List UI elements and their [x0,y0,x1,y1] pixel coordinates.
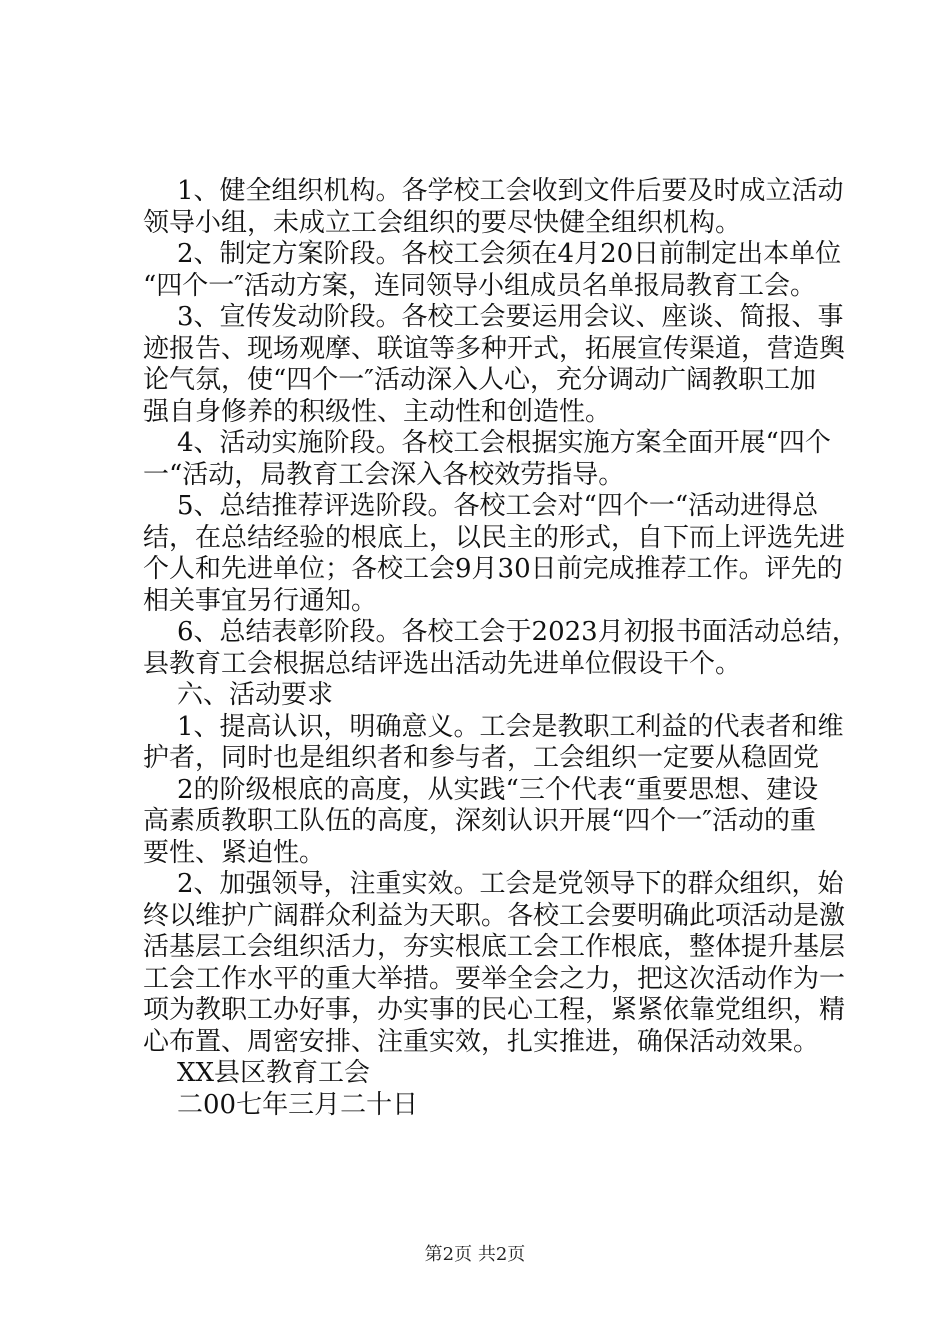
text-line: 1、健全组织机构。各学校工会收到文件后要及时成立活动 [177,176,844,206]
text-line: 2、加强领导，注重实效。工会是党领导下的群众组织，始 [177,869,844,899]
text-line: 项为教职工办好事，办实事的民心工程，紧紧依靠党组织，精 [143,995,846,1025]
text-line: 领导小组，未成立工会组织的要尽快健全组织机构。 [143,207,742,238]
text-line: 相关事宜另行通知。 [143,585,378,616]
text-line: 结，在总结经验的根底上，以民主的形式，自下而上评选先进 [143,522,846,553]
text-line: 心布置、周密安排、注重实效，扎实推进，确保活动效果。 [143,1026,820,1057]
page-number-footer: 第2页 共2页 [424,1244,526,1265]
text-line: 个人和先进单位；各校工会9月30日前完成推荐工作。评先的 [143,554,843,584]
text-line: 2的阶级根底的高度，从实践“三个代表“重要思想、建设 [177,774,819,805]
text-line: 六、活动要求 [177,680,334,710]
text-line: 要性、紧迫性。 [143,837,326,868]
text-line: 6、总结表彰阶段。各校工会于2023月初报书面活动总结， [177,617,858,647]
text-line: XX县区教育工会 [177,1058,371,1088]
text-line: 二00七年三月二十日 [177,1089,419,1120]
text-line: 5、总结推荐评选阶段。各校工会对“四个一“活动进得总 [177,491,819,521]
text-line: 2、制定方案阶段。各校工会须在4月20日前制定出本单位 [177,239,842,269]
text-line: 4、活动实施阶段。各校工会根据实施方案全面开展“四个 [177,428,831,458]
text-line: 论气氛，使“四个一″活动深入人心，充分调动广阔教职工加 [143,365,817,395]
text-line: 3、宣传发动阶段。各校工会要运用会议、座谈、简报、事 [177,302,844,332]
text-line: 工会工作水平的重大举措。要举全会之力，把这次活动作为一 [143,963,846,994]
text-line: 活基层工会组织活力，夯实根底工会工作根底，整体提升基层 [143,932,846,962]
text-line: 高素质教职工队伍的高度，深刻认识开展“四个一″活动的重 [143,806,817,836]
text-line: 一“活动，局教育工会深入各校效劳指导。 [143,459,625,490]
text-line: “四个一″活动方案，连同领导小组成员名单报局教育工会。 [143,270,817,301]
text-line: 终以维护广阔群众利益为天职。各校工会要明确此项活动是激 [143,900,846,931]
text-line: 县教育工会根据总结评选出活动先进单位假设干个。 [143,648,742,679]
text-line: 强自身修养的积级性、主动性和创造性。 [143,396,612,427]
text-line: 护者，同时也是组织者和参与者，工会组织一定要从稳固党 [143,743,820,773]
text-line: 1、提高认识，明确意义。工会是教职工利益的代表者和维 [177,711,844,742]
text-line: 迹报告、现场观摩、联谊等多种开式，拓展宣传渠道，营造舆 [143,333,846,364]
document-body [143,176,858,1121]
